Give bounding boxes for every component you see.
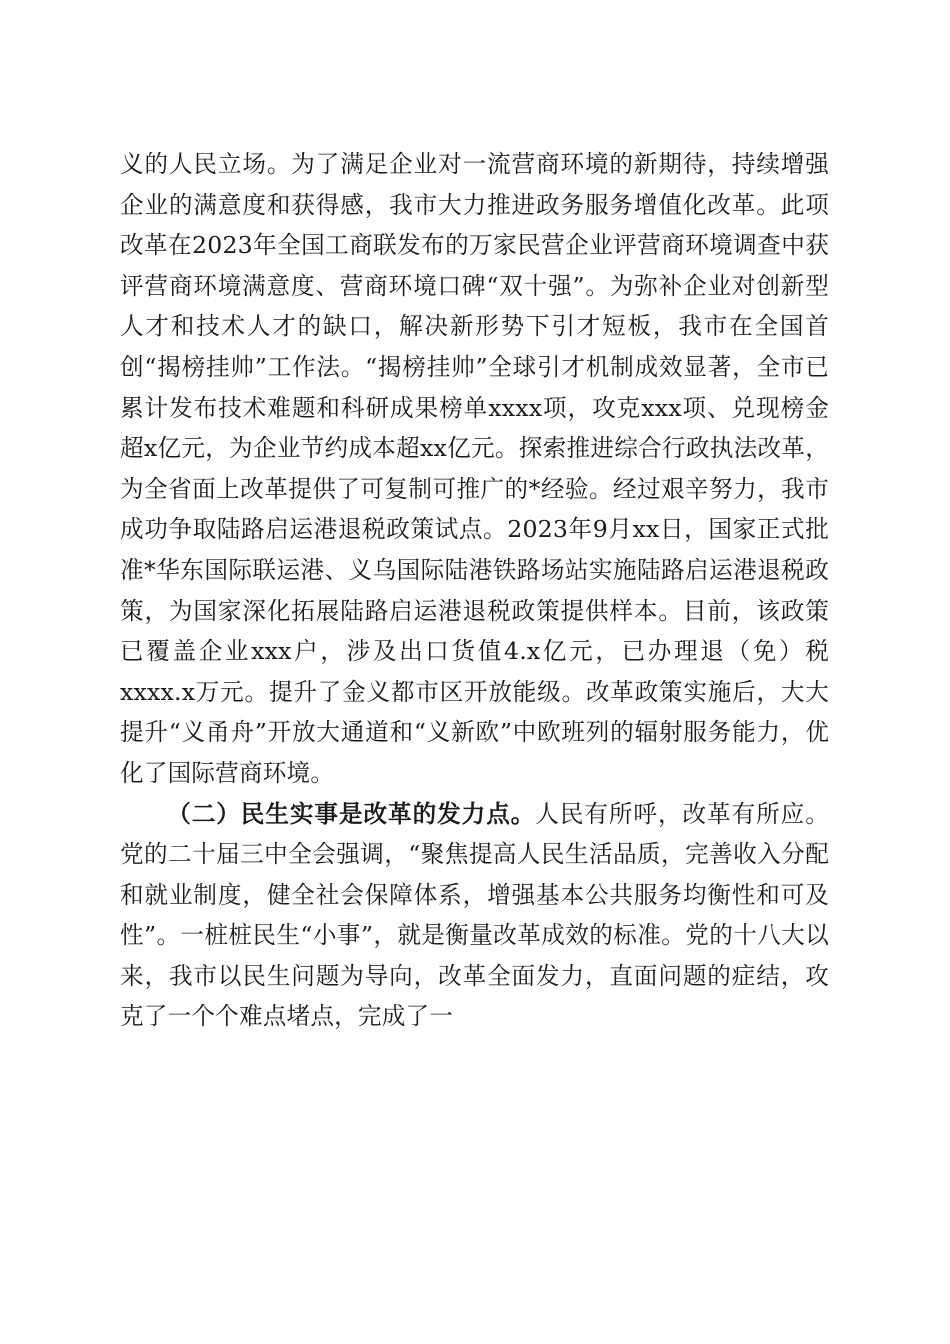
section-heading-livelihood: （二）民生实事是改革的发力点。	[167, 799, 536, 828]
paragraph-business-environment: 义的人民立场。为了满足企业对一流营商环境的新期待，持续增强企业的满意度和获得感，我市大力推进政务服务增值化改革。此项改革在2023年全国工商联发布的万家民营企业评营商环境调查中获评营商环境满意度、营商环境口碑“双十强”。为弥补企业对创新型人才和技术人才的缺口，解决新形势下引才短板，我市在全国首创“揭榜挂帅”工作法。“揭榜挂帅”全球引才机制成效显著，全市已累计发布技术难题和科研成果榜单xxxx项，攻克xxx项、兑现榜金超x亿元，为企业节约成本超xx亿元。探索推进综合行政执法改革，为全省面上改革提供了可复制可推广的*经验。经过艰辛努力，我市成功争取陆路启运港退税政策试点。2023年9月xx日，国家正式批准*华东国际联运港、义乌国际陆港铁路场站实施陆路启运港退税政策，为国家深化拓展陆路启运港退税政策提供样本。目前，该政策已覆盖企业xxx户，涉及出口货值4.x亿元，已办理退（免）税xxxx.x万元。提升了金义都市区开放能级。改革政策实施后，大大提升“义甬舟”开放大通道和“义新欧”中欧班列的辐射服务能力，优化了国际营商环境。	[120, 150, 829, 787]
paragraph-livelihood	[120, 794, 829, 1038]
document-page	[120, 144, 829, 1037]
paragraph-livelihood-body: 人民有所呼，改革有所应。党的二十届三中全会强调，“聚焦提高人民生活品质，完善收入分配和就业制度，健全社会保障体系，增强基本公共服务均衡性和可及性”。一桩桩民生“小事”，就是衡量改革成效的标准。党的十八大以来，我市以民生问题为导向，改革全面发力，直面问题的症结，攻克了一个个难点堵点，完成了一	[120, 799, 830, 1031]
